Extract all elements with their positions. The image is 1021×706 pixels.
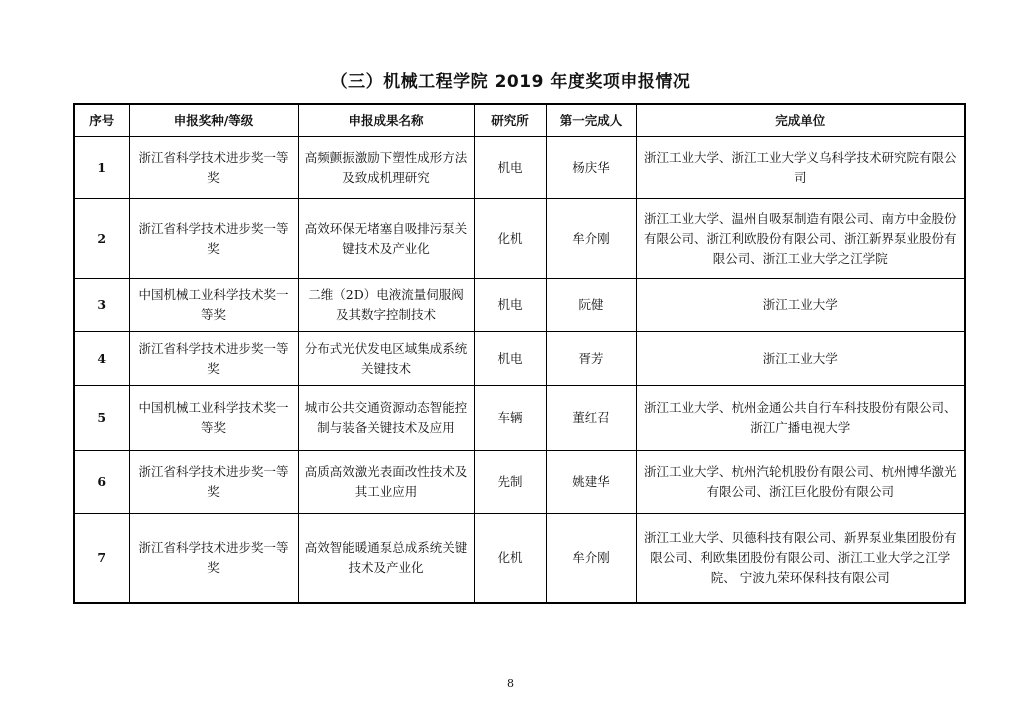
header-award: 申报奖种/等级 bbox=[129, 104, 298, 137]
row-award: 浙江省科学技术进步奖一等奖 bbox=[129, 514, 298, 603]
table-row bbox=[74, 279, 965, 332]
row-index: 7 bbox=[74, 514, 129, 603]
row-index: 4 bbox=[74, 332, 129, 386]
row-units: 浙江工业大学 bbox=[636, 279, 965, 332]
header-index: 序号 bbox=[74, 104, 129, 137]
header-units: 完成单位 bbox=[636, 104, 965, 137]
row-units: 浙江工业大学、杭州金通公共自行车科技股份有限公司、浙江广播电视大学 bbox=[636, 386, 965, 451]
row-units: 浙江工业大学、浙江工业大学义乌科学技术研究院有限公司 bbox=[636, 137, 965, 199]
row-award: 浙江省科学技术进步奖一等奖 bbox=[129, 137, 298, 199]
awards-table bbox=[73, 103, 966, 604]
row-institute: 机电 bbox=[474, 332, 546, 386]
row-index: 5 bbox=[74, 386, 129, 451]
table-row bbox=[74, 137, 965, 199]
table-header-row bbox=[74, 104, 965, 137]
document-title: （三）机械工程学院 2019 年度奖项申报情况 bbox=[330, 72, 691, 92]
row-person: 姚建华 bbox=[546, 451, 636, 514]
row-units: 浙江工业大学、温州自吸泵制造有限公司、南方中金股份有限公司、浙江利欧股份有限公司、浙江新界泵业股份有限公司、浙江工业大学之江学院 bbox=[636, 199, 965, 279]
table-row bbox=[74, 451, 965, 514]
table-row bbox=[74, 514, 965, 603]
row-institute: 化机 bbox=[474, 199, 546, 279]
row-project: 分布式光伏发电区域集成系统关键技术 bbox=[298, 332, 474, 386]
table-row bbox=[74, 332, 965, 386]
row-project: 二维（2D）电液流量伺服阀及其数字控制技术 bbox=[298, 279, 474, 332]
row-person: 董红召 bbox=[546, 386, 636, 451]
row-index: 6 bbox=[74, 451, 129, 514]
row-person: 牟介刚 bbox=[546, 199, 636, 279]
row-award: 浙江省科学技术进步奖一等奖 bbox=[129, 199, 298, 279]
row-project: 高效环保无堵塞自吸排污泵关键技术及产业化 bbox=[298, 199, 474, 279]
table-row bbox=[74, 386, 965, 451]
row-person: 牟介刚 bbox=[546, 514, 636, 603]
row-index: 3 bbox=[74, 279, 129, 332]
table-row bbox=[74, 199, 965, 279]
row-institute: 化机 bbox=[474, 514, 546, 603]
row-award: 浙江省科学技术进步奖一等奖 bbox=[129, 451, 298, 514]
row-institute: 机电 bbox=[474, 137, 546, 199]
header-project: 申报成果名称 bbox=[298, 104, 474, 137]
row-award: 中国机械工业科学技术奖一等奖 bbox=[129, 386, 298, 451]
header-person: 第一完成人 bbox=[546, 104, 636, 137]
row-person: 阮健 bbox=[546, 279, 636, 332]
row-institute: 机电 bbox=[474, 279, 546, 332]
row-award: 中国机械工业科学技术奖一等奖 bbox=[129, 279, 298, 332]
row-project: 城市公共交通资源动态智能控制与装备关键技术及应用 bbox=[298, 386, 474, 451]
row-person: 胥芳 bbox=[546, 332, 636, 386]
row-person: 杨庆华 bbox=[546, 137, 636, 199]
row-award: 浙江省科学技术进步奖一等奖 bbox=[129, 332, 298, 386]
row-units: 浙江工业大学、贝德科技有限公司、新界泵业集团股份有限公司、利欧集团股份有限公司、浙江工业大学之江学院、 宁波九荣环保科技有限公司 bbox=[636, 514, 965, 603]
row-project: 高效智能暖通泵总成系统关键技术及产业化 bbox=[298, 514, 474, 603]
row-project: 高质高效激光表面改性技术及其工业应用 bbox=[298, 451, 474, 514]
row-units: 浙江工业大学、杭州汽轮机股份有限公司、杭州博华激光有限公司、浙江巨化股份有限公司 bbox=[636, 451, 965, 514]
row-units: 浙江工业大学 bbox=[636, 332, 965, 386]
row-institute: 先制 bbox=[474, 451, 546, 514]
row-institute: 车辆 bbox=[474, 386, 546, 451]
header-institute: 研究所 bbox=[474, 104, 546, 137]
row-project: 高频颤振激励下塑性成形方法及致成机理研究 bbox=[298, 137, 474, 199]
row-index: 1 bbox=[74, 137, 129, 199]
page-number: 8 bbox=[507, 677, 514, 690]
row-index: 2 bbox=[74, 199, 129, 279]
